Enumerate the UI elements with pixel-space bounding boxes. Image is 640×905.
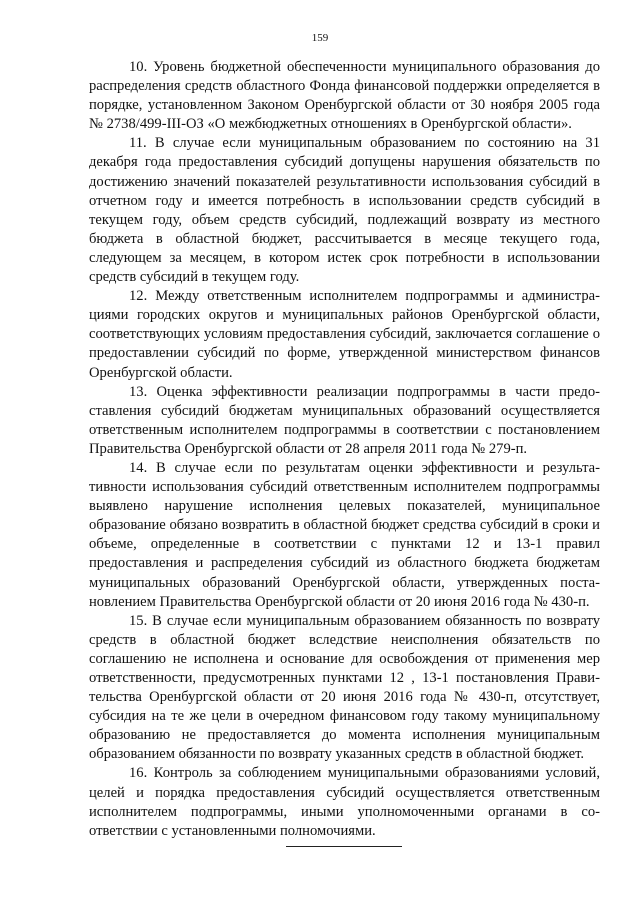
paragraph-10: 10. Уровень бюджетной обеспеченности муниципального образования до распределения средств областного Фонда финансовой поддержки определяется в порядке, установленном Законом Оренбургской области от 30 ноября 2005 года № 2738/499-III-ОЗ «О межбюджетных отношениях в Оренбургской области».	[89, 59, 600, 133]
paragraph-15: 15. В случае если муниципальным образованием обязанность по возврату средств в областной бюджет вследствие неисполнения обязательств по соглашению не исполнена и основание для освобождения от применения мер ответственности, предусмотренных пунктами 12 , 13-1 постановления Правительства Оренбургской области от 20 июня 2016 года № 430-п, отсутствует, субсидия на те же цели в очередном финансовом году такому муниципальному образованию не предоставляется до момента исполнения муниципальным образованием обязанности по возврату указанных средств в областной бюджет.	[89, 612, 600, 763]
end-divider-line	[286, 846, 402, 847]
paragraph-16: 16. Контроль за соблюдением муниципальными образованиями условий, целей и порядка предоставления субсидий осуществляется ответственным исполнителем подпрограммы, иными уполномоченными органами в соответствии с установленными полномочиями.	[89, 765, 600, 839]
paragraph-14: 14. В случае если по результатам оценки эффективности и результативности использования субсидий ответственным исполнителем подпрограммы выявлено нарушение исполнения целевых показателей, муниципальное образование обязано возвратить в областной бюджет средства субсидий в сроки и объеме, определенные в соответствии с пунктами 12 и 13-1 правил предоставления и распределения субсидий из областного бюджета бюджетам муниципальных образований Оренбургской области, утвержденных постановлением Правительства Оренбургской области от 20 июня 2016 года № 430-п.	[89, 459, 600, 610]
paragraph-12: 12. Между ответственным исполнителем подпрограммы и администрациями городских округов и муниципальных районов Оренбургской области, соответствующих условиям предоставления субсидий, заключается соглашение о предоставлении субсидий по форме, утвержденной министерством финансов Оренбургской области.	[89, 288, 600, 381]
paragraph-11: 11. В случае если муниципальным образованием по состоянию на 31 декабря года предоставления субсидий допущены нарушения обязательств по достижению значений показателей результативности использования субсидий в отчетном году и имеется потребность в использовании средств субсидий в текущем году, объем средств субсидий, подлежащий возврату из местного бюджета в областной бюджет, рассчитывается в месяце текущего года, следующем за месяцем, в котором истек срок потребности в использовании средств субсидий в текущем году.	[89, 135, 600, 286]
page-number: 159	[311, 32, 329, 44]
document-body	[89, 58, 600, 841]
paragraph-13: 13. Оценка эффективности реализации подпрограммы в части предоставления субсидий бюджетам муниципальных образований осуществляется ответственным исполнителем подпрограммы в соответствии с постановлением Правительства Оренбургской области от 28 апреля 2011 года № 279-п.	[89, 383, 600, 457]
